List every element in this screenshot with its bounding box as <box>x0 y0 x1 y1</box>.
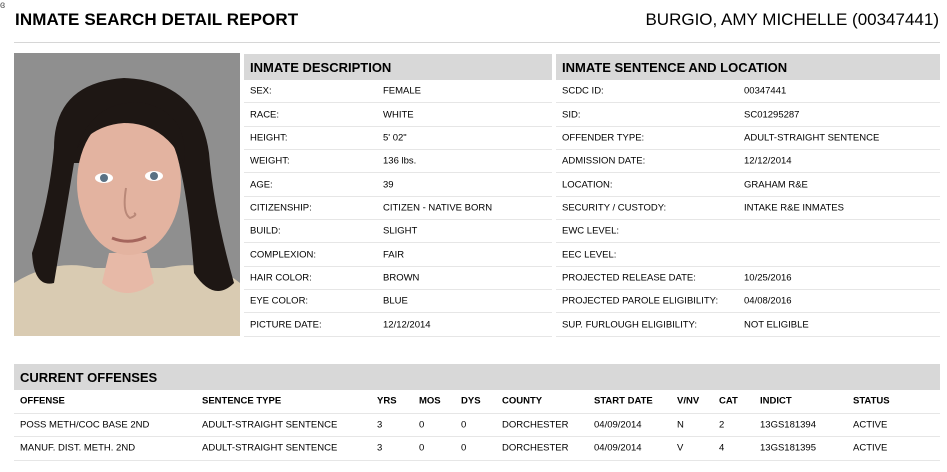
field-value: NOT ELIGIBLE <box>744 319 809 331</box>
table-row <box>556 103 940 126</box>
column-header: SENTENCE TYPE <box>202 395 282 407</box>
table-row <box>556 173 940 196</box>
field-value: ADULT-STRAIGHT SENTENCE <box>744 132 880 144</box>
field-value: BLUE <box>383 295 408 307</box>
table-cell: 3 <box>377 442 383 454</box>
field-label: AGE: <box>250 179 273 191</box>
field-label: HAIR COLOR: <box>250 272 312 284</box>
field-value: 04/08/2016 <box>744 295 792 307</box>
inmate-description-header: INMATE DESCRIPTION <box>244 54 552 80</box>
table-row <box>244 267 552 290</box>
table-cell: 04/09/2014 <box>594 419 642 431</box>
table-row <box>14 414 940 438</box>
field-value: FAIR <box>383 249 405 261</box>
column-header: MOS <box>419 395 441 407</box>
table-row <box>244 150 552 173</box>
table-cell: DORCHESTER <box>502 442 569 454</box>
field-value: SC01295287 <box>744 109 800 121</box>
title-divider <box>14 42 940 43</box>
field-label: COMPLEXION: <box>250 249 316 261</box>
field-label: EYE COLOR: <box>250 295 309 307</box>
table-cell: 0 <box>461 419 467 431</box>
inmate-photo <box>14 53 240 336</box>
field-value: INTAKE R&E INMATES <box>744 202 844 214</box>
sentence-location-header: INMATE SENTENCE AND LOCATION <box>556 54 940 80</box>
field-value: 136 lbs. <box>383 155 417 167</box>
field-label: PICTURE DATE: <box>250 319 322 331</box>
current-offenses-header: CURRENT OFFENSES <box>14 364 940 390</box>
field-value: WHITE <box>383 109 414 121</box>
column-header: START DATE <box>594 395 653 407</box>
field-label: LOCATION: <box>562 179 613 191</box>
table-row <box>244 313 552 336</box>
table-cell: 2 <box>719 419 725 431</box>
table-row <box>556 313 940 336</box>
table-row <box>556 220 940 243</box>
table-row <box>244 173 552 196</box>
field-value: CITIZEN - NATIVE BORN <box>383 202 493 214</box>
table-cell: 13GS181394 <box>760 419 816 431</box>
column-header: YRS <box>377 395 397 407</box>
corner-mark: ɞ <box>0 0 6 11</box>
table-row <box>556 80 940 103</box>
sentence-location-table <box>556 80 940 337</box>
column-header: COUNTY <box>502 395 543 407</box>
table-cell: 3 <box>377 419 383 431</box>
table-cell: 4 <box>719 442 725 454</box>
field-label: SCDC ID: <box>562 85 604 97</box>
table-cell: N <box>677 419 684 431</box>
table-row <box>244 220 552 243</box>
table-row <box>244 127 552 150</box>
table-cell: V <box>677 442 684 454</box>
table-cell: ADULT-STRAIGHT SENTENCE <box>202 442 338 454</box>
table-cell: 13GS181395 <box>760 442 816 454</box>
field-label: ADMISSION DATE: <box>562 155 646 167</box>
table-row <box>244 243 552 266</box>
inmate-description-table <box>244 80 552 337</box>
inmate-portrait-illustration <box>14 53 240 336</box>
field-label: BUILD: <box>250 225 281 237</box>
table-row <box>244 290 552 313</box>
field-label: EWC LEVEL: <box>562 225 620 237</box>
field-value: GRAHAM R&E <box>744 179 808 191</box>
field-value: 39 <box>383 179 394 191</box>
field-label: PROJECTED RELEASE DATE: <box>562 272 696 284</box>
table-cell: DORCHESTER <box>502 419 569 431</box>
field-value: 10/25/2016 <box>744 272 792 284</box>
column-header: STATUS <box>853 395 890 407</box>
column-header: DYS <box>461 395 481 407</box>
field-value: FEMALE <box>383 85 422 97</box>
field-value: 12/12/2014 <box>744 155 792 167</box>
table-cell: POSS METH/COC BASE 2ND <box>20 419 150 431</box>
current-offenses-table <box>14 390 940 461</box>
table-header-row <box>14 390 940 414</box>
table-row <box>244 197 552 220</box>
table-cell: 0 <box>461 442 467 454</box>
field-label: SID: <box>562 109 581 121</box>
table-row <box>556 150 940 173</box>
table-row <box>244 80 552 103</box>
table-row <box>556 290 940 313</box>
field-label: CITIZENSHIP: <box>250 202 312 214</box>
table-row <box>14 437 940 461</box>
table-row <box>556 267 940 290</box>
field-value: 12/12/2014 <box>383 319 431 331</box>
field-label: EEC LEVEL: <box>562 249 617 261</box>
field-value: SLIGHT <box>383 225 418 237</box>
field-label: SUP. FURLOUGH ELIGIBILITY: <box>562 319 697 331</box>
table-cell: 0 <box>419 419 425 431</box>
report-title: INMATE SEARCH DETAIL REPORT <box>15 10 299 29</box>
column-header: CAT <box>719 395 738 407</box>
field-label: WEIGHT: <box>250 155 290 167</box>
table-cell: 0 <box>419 442 425 454</box>
table-cell: ADULT-STRAIGHT SENTENCE <box>202 419 338 431</box>
column-header: V/NV <box>677 395 700 407</box>
field-label: SECURITY / CUSTODY: <box>562 202 667 214</box>
column-header: OFFENSE <box>20 395 65 407</box>
field-label: SEX: <box>250 85 272 97</box>
table-row <box>244 103 552 126</box>
field-label: OFFENDER TYPE: <box>562 132 645 144</box>
field-label: HEIGHT: <box>250 132 288 144</box>
field-value: 00347441 <box>744 85 787 97</box>
table-cell: ACTIVE <box>853 419 888 431</box>
table-row <box>556 127 940 150</box>
field-label: PROJECTED PAROLE ELIGIBILITY: <box>562 295 719 307</box>
inmate-name: BURGIO, AMY MICHELLE (00347441) <box>645 10 939 29</box>
table-cell: MANUF. DIST. METH. 2ND <box>20 442 136 454</box>
table-cell: ACTIVE <box>853 442 888 454</box>
column-header: INDICT <box>760 395 792 407</box>
field-value: BROWN <box>383 272 420 284</box>
field-label: RACE: <box>250 109 280 121</box>
field-value: 5' 02" <box>383 132 407 144</box>
table-row <box>556 197 940 220</box>
table-row <box>556 243 940 266</box>
table-cell: 04/09/2014 <box>594 442 642 454</box>
